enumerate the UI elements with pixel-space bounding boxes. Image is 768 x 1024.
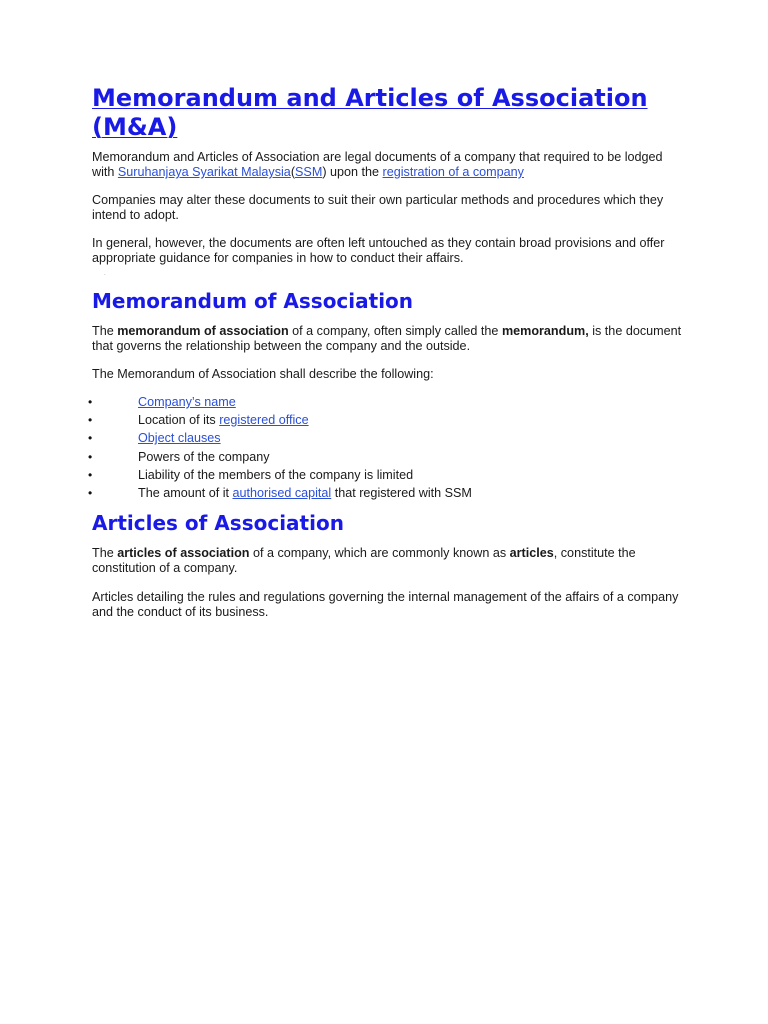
list-item [88, 484, 688, 502]
list-item [88, 429, 688, 447]
intro-paragraph-1 [92, 150, 688, 180]
list-item-text: that registered with SSM [331, 486, 472, 501]
articles-bold-term: articles of association [117, 546, 250, 561]
articles-text: , constitute the constitution of a company. [92, 546, 636, 576]
registration-link[interactable]: registration of a company [382, 165, 524, 179]
list-item [88, 448, 688, 466]
articles-heading: Articles of Association [92, 511, 344, 536]
bullet-icon: • [88, 449, 93, 464]
list-item [88, 393, 688, 411]
memorandum-heading: Memorandum of Association [92, 289, 414, 313]
bullet-icon: • [88, 431, 93, 446]
articles-text: The [92, 546, 118, 561]
articles-paragraph-2: Articles detailing the rules and regulations governing the internal management of the affairs of a company and the conduct of its business. [92, 590, 679, 620]
intro-text: ( [290, 165, 296, 179]
list-item-text: Liability of the members of the company is limited [138, 467, 414, 482]
memorandum-paragraph-1 [92, 324, 688, 354]
memo-text: of a company, often simply called the [288, 324, 502, 338]
articles-text: of a company, which are commonly known as [249, 546, 510, 561]
ssm-link[interactable]: SSM [295, 165, 323, 179]
memo-bold-term: memorandum, [501, 324, 589, 338]
articles-paragraph-1 [92, 546, 688, 576]
list-item-text: Location of its [138, 413, 220, 428]
list-item [88, 466, 688, 484]
bullet-icon: • [88, 486, 93, 501]
ssm-full-name-link[interactable]: Suruhanjaya Syarikat Malaysia [117, 165, 291, 179]
intro-text: ) upon the [322, 165, 383, 179]
memo-text: The [92, 324, 118, 338]
memorandum-list [88, 393, 688, 502]
intro-text: Memorandum and Articles of Association are legal documents of a company that required to be lodged with [92, 150, 663, 179]
page-title[interactable]: Memorandum and Articles of Association (M&A) [92, 84, 648, 141]
memorandum-paragraph-2: The Memorandum of Association shall describe the following: [92, 367, 434, 381]
company-name-link[interactable]: Company’s name [138, 395, 236, 409]
stray-dot: . [104, 271, 106, 277]
authorised-capital-link[interactable]: authorised capital [232, 486, 332, 501]
registered-office-link[interactable]: registered office [219, 413, 309, 428]
intro-paragraph-2: Companies may alter these documents to suit their own particular methods and procedures which they intend to adopt. [92, 193, 664, 222]
articles-bold-term: articles [509, 546, 554, 561]
object-clauses-link[interactable]: Object clauses [138, 431, 221, 446]
memo-text: is the document that governs the relationship between the company and the outside. [92, 324, 682, 353]
bullet-icon: • [88, 413, 93, 428]
bullet-icon: • [88, 467, 93, 482]
list-item [88, 411, 688, 429]
memo-bold-term: memorandum of association [117, 324, 289, 338]
list-item-text: The amount of it [138, 486, 233, 501]
intro-paragraph-3: In general, however, the documents are often left untouched as they contain broad provisions and offer appropriate guidance for companies in how to conduct their affairs. [92, 236, 665, 265]
list-item-text: Powers of the company [138, 449, 270, 464]
bullet-icon: • [88, 395, 93, 409]
